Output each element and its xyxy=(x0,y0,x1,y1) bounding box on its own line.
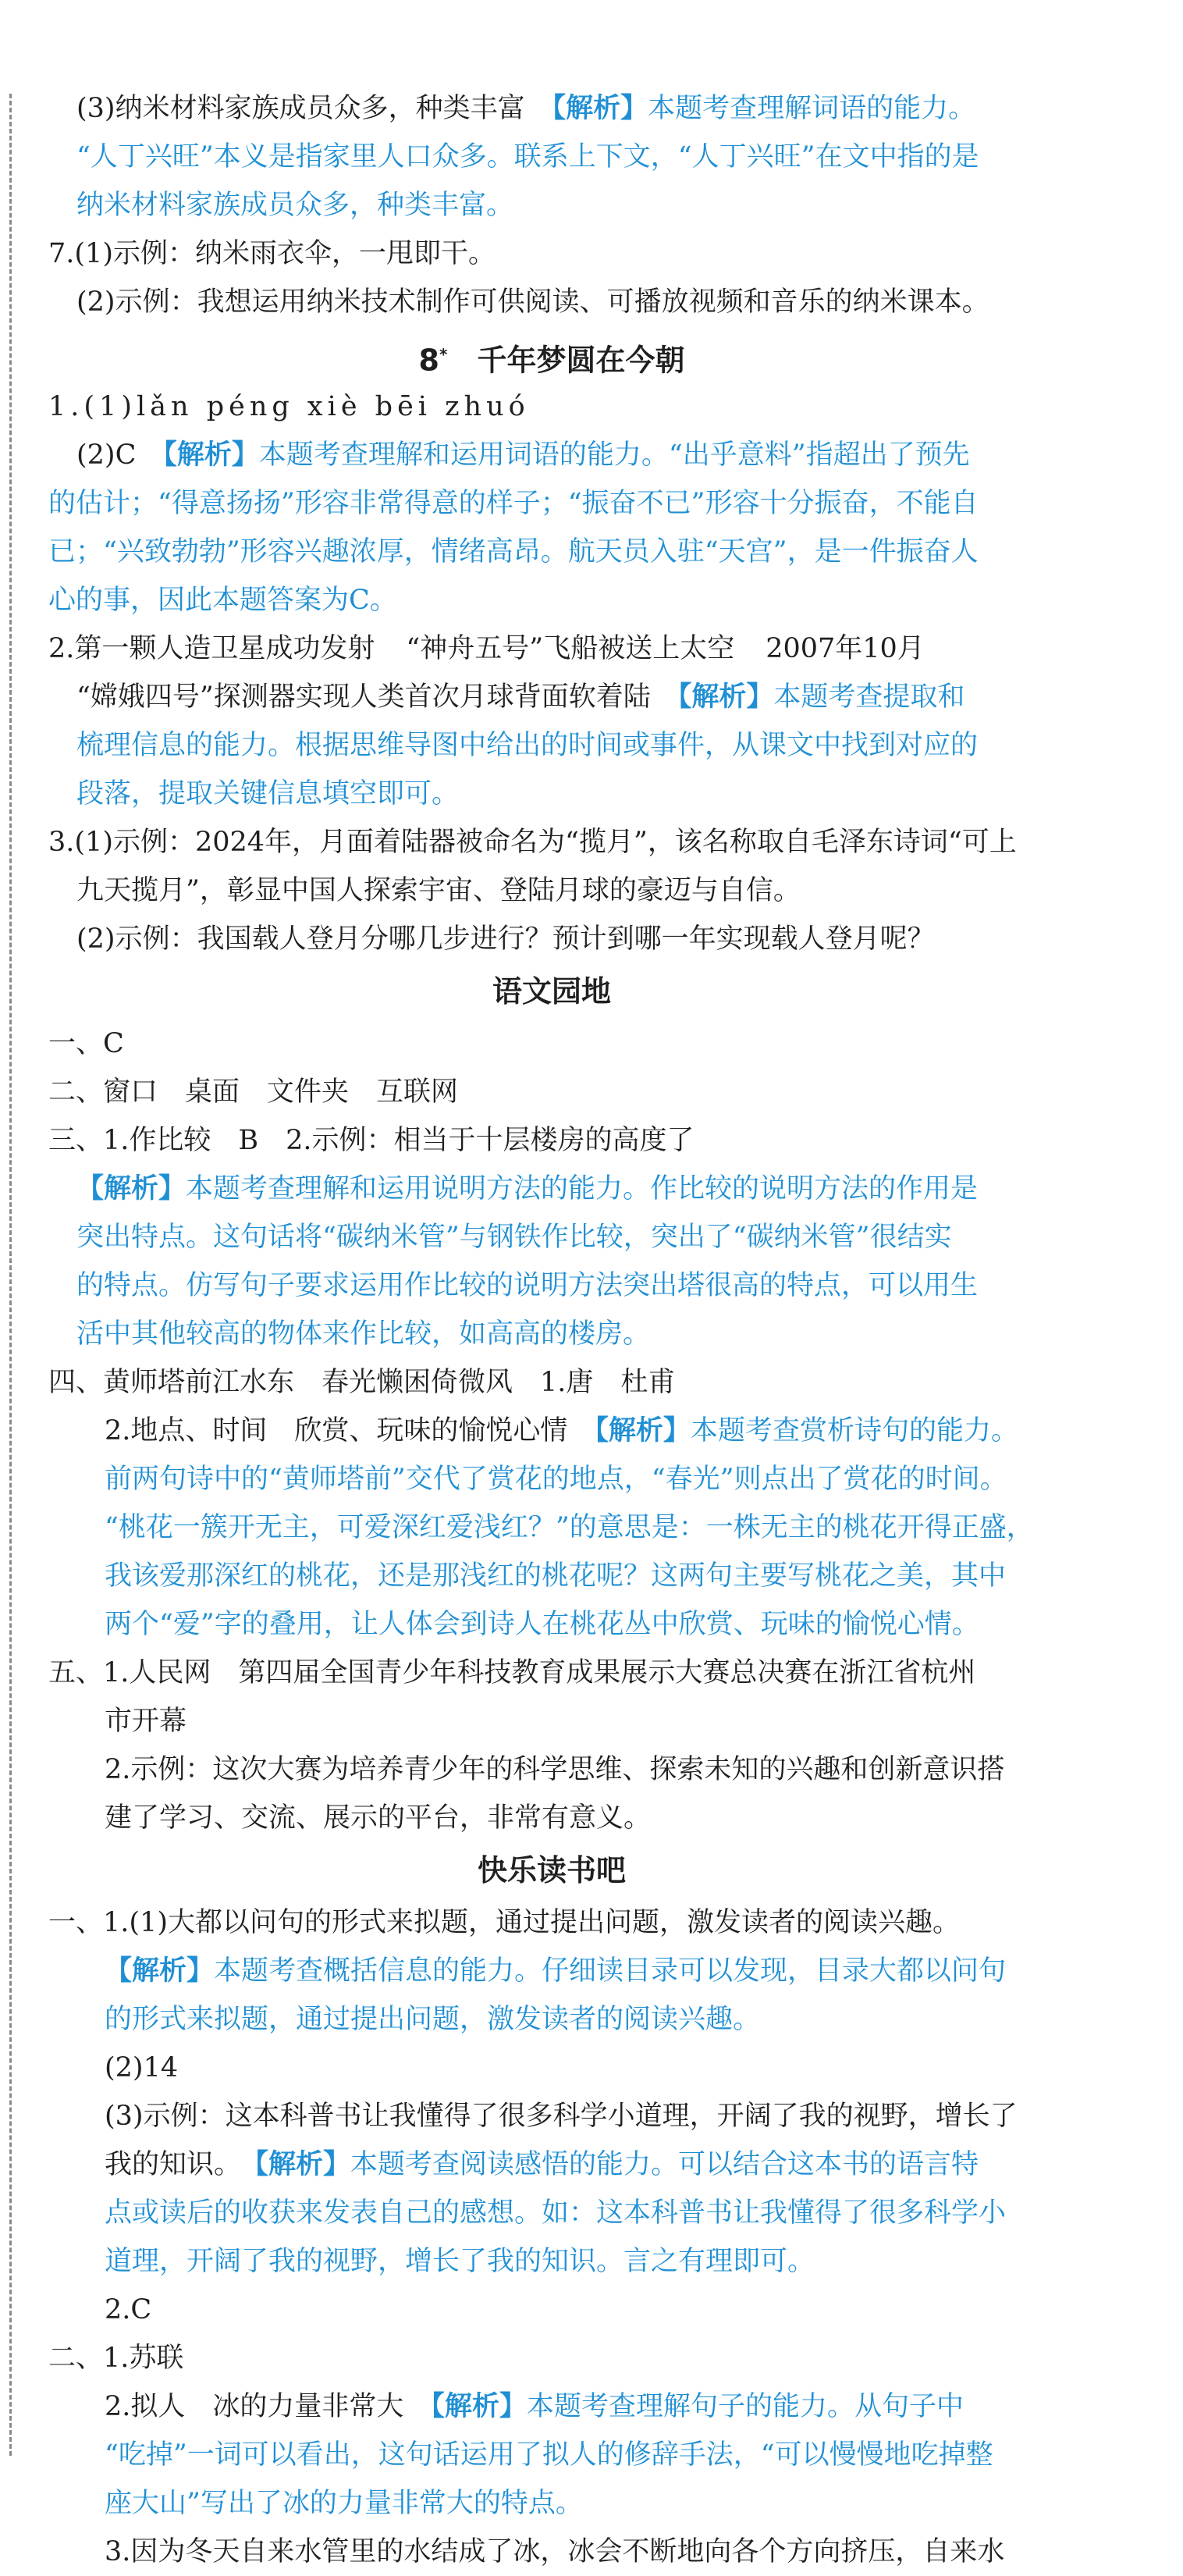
text-line: 点或读后的收获来发表自己的感想。如：这本科普书让我懂得了很多科学小 xyxy=(105,2197,1007,2229)
text-line: 座大山”写出了冰的力量非常大的特点。 xyxy=(105,2488,583,2519)
text-line: 二、1.苏联 xyxy=(48,2343,184,2374)
text-line: 三、1.作比较 B 2.示例：相当于十层楼房的高度了 xyxy=(48,1125,695,1156)
text-line: 市开幕 xyxy=(105,1706,187,1737)
text-line: 二、窗口 桌面 文件夹 互联网 xyxy=(48,1076,459,1108)
text-line: (2)示例：我想运用纳米技术制作可供阅读、可播放视频和音乐的纳米课本。 xyxy=(76,286,989,318)
text-line: 心的事，因此本题答案为C。 xyxy=(48,585,397,616)
text-line: 一、1.(1)大都以问句的形式来拟题，通过提出问题，激发读者的阅读兴趣。 xyxy=(48,1907,960,1938)
text-line: 3.(1)示例：2024年，月面着陆器被命名为“揽月”，该名称取自毛泽东诗词“可上 xyxy=(48,827,1017,858)
text-line: “人丁兴旺”本义是指家里人口众多。联系上下文，“人丁兴旺”在文中指的是 xyxy=(76,141,979,173)
text-line: 我该爱那深红的桃花，还是那浅红的桃花呢？这两句主要写桃花之美，其中 xyxy=(105,1560,1007,1592)
text-line: 的形式来拟题，通过提出问题，激发读者的阅读兴趣。 xyxy=(105,2004,761,2035)
text-line: (3)示例：这本科普书让我懂得了很多科学小道理，开阔了我的视野，增长了 xyxy=(105,2101,1018,2132)
text-line: “嫦娥四号”探测器实现人类首次月球背面软着陆 【解析】本题考查提取和 xyxy=(76,681,965,713)
text-line: 2.第一颗人造卫星成功发射 “神舟五号”飞船被送上太空 2007年10月 xyxy=(48,633,925,664)
text-line: 2.地点、时间 欣赏、玩味的愉悦心情 【解析】本题考查赏析诗句的能力。 xyxy=(105,1414,1018,1446)
text-line: (3)纳米材料家族成员众多，种类丰富 【解析】本题考查理解词语的能力。 xyxy=(76,92,976,124)
text-line: 两个“爱”字的叠用，让人体会到诗人在桃花丛中欣赏、玩味的愉悦心情。 xyxy=(105,1609,979,1640)
text-line: 九天揽月”，彰显中国人探索宇宙、登陆月球的豪迈与自信。 xyxy=(76,875,801,906)
text-line: 的特点。仿写句子要求运用作比较的说明方法突出塔很高的特点，可以用生 xyxy=(76,1270,979,1301)
text-line: “吃掉”一词可以看出，这句话运用了拟人的修辞手法，“可以慢慢地吃掉整 xyxy=(105,2439,993,2471)
text-line: 四、黄师塔前江水东 春光懒困倚微风 1.唐 杜甫 xyxy=(48,1367,676,1398)
text-line: 3.因为冬天自来水管里的水结成了冰，冰会不断地向各个方向挤压，自来水 xyxy=(105,2536,1005,2567)
text-line: 道理，开阔了我的视野，增长了我的知识。言之有理即可。 xyxy=(105,2246,815,2277)
text-line: 一、C xyxy=(48,1028,124,1059)
text-line: 【解析】本题考查理解和运用说明方法的能力。作比较的说明方法的作用是 xyxy=(76,1172,979,1204)
text-line: 2.示例：这次大赛为培养青少年的科学思维、探索未知的兴趣和创新意识搭 xyxy=(105,1754,1005,1785)
text-line: 的估计；“得意扬扬”形容非常得意的样子；“振奋不已”形容十分振奋，不能自 xyxy=(48,488,979,519)
section-title: 语文园地 xyxy=(492,974,611,1009)
text-line: 纳米材料家族成员众多，种类丰富。 xyxy=(76,190,514,221)
text-line: (2)示例：我国载人登月分哪几步进行？预计到哪一年实现载人登月呢？ xyxy=(76,923,935,955)
text-line: 建了学习、交流、展示的平台，非常有意义。 xyxy=(105,1802,652,1834)
text-line: “桃花一簇开无主，可爱深红爱浅红？”的意思是：一株无主的桃花开得正盛， xyxy=(105,1512,1034,1543)
answer-page xyxy=(48,84,1055,2576)
text-line: (2)C 【解析】本题考查理解和运用词语的能力。“出乎意料”指超出了预先 xyxy=(76,439,970,471)
cut-line xyxy=(9,94,12,2456)
text-line: 7.(1)示例：纳米雨衣伞，一甩即干。 xyxy=(48,238,496,269)
text-line: 活中其他较高的物体来作比较，如高高的楼房。 xyxy=(76,1318,651,1350)
text-line: 已；“兴致勃勃”形容兴趣浓厚，情绪高昂。航天员入驻“天宫”，是一件振奋人 xyxy=(48,536,979,568)
text-line: 梳理信息的能力。根据思维导图中给出的时间或事件，从课文中找到对应的 xyxy=(76,730,979,761)
text-line: 前两句诗中的“黄师塔前”交代了赏花的地点，“春光”则点出了赏花的时间。 xyxy=(105,1464,1007,1495)
text-line: 2.拟人 冰的力量非常大 【解析】本题考查理解句子的能力。从句子中 xyxy=(105,2390,964,2422)
text-line: 段落，提取关键信息填空即可。 xyxy=(76,778,460,809)
text-line: (2)14 xyxy=(105,2052,179,2083)
text-line: 【解析】本题考查概括信息的能力。仔细读目录可以发现，目录大都以问句 xyxy=(105,1955,1007,1987)
text-line: 我的知识。 【解析】本题考查阅读感悟的能力。可以结合这本书的语言特 xyxy=(105,2148,979,2180)
text-line: 2.C xyxy=(105,2294,152,2325)
text-line: 五、1.人民网 第四届全国青少年科技教育成果展示大赛总决赛在浙江省杭州 xyxy=(48,1657,976,1688)
section-title: 快乐读书吧 xyxy=(477,1853,626,1888)
text-line: 1.(1)lǎn péng xiè bēi zhuó xyxy=(48,391,530,422)
section-title: 8* 千年梦圆在今朝 xyxy=(418,343,685,378)
text-line: 突出特点。这句话将“碳纳米管”与钢铁作比较，突出了“碳纳米管”很结实 xyxy=(76,1222,952,1253)
